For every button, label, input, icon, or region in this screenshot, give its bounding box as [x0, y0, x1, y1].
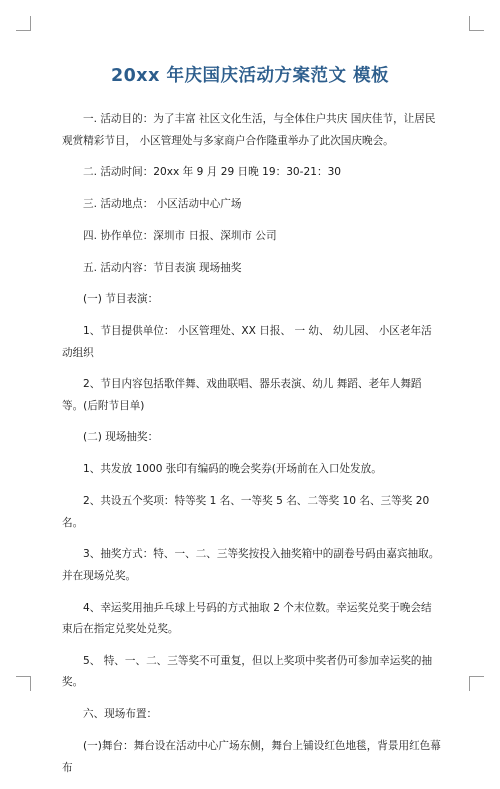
paragraph-partners: 四. 协作单位：深圳市 日报、深圳市 公司: [83, 229, 277, 242]
section-heading-setup: 六、现场布置：: [83, 708, 158, 721]
paragraph-content: 五. 活动内容：节目表演 现场抽奖: [83, 261, 242, 274]
paragraph-stage: (一)舞台：舞台设在活动中心广场东侧，舞台上铺设红色地毯，背景用红色幕布: [62, 739, 441, 774]
paragraph-draw-method: 3、抽奖方式：特、一、二、三等奖按投入抽奖箱中的副卷号码由嘉宾抽取。并在现场兑奖。: [62, 548, 440, 582]
document-body: [62, 109, 442, 789]
crop-mark-bottom-right: [469, 676, 484, 691]
paragraph-prizes: 2、共设五个奖项：特等奖 1 名、一等奖 5 名、二等奖 10 名、三等奖 20 名。: [62, 495, 430, 529]
section-heading-performance: (一) 节目表演：: [83, 293, 159, 306]
document-title: 20xx 年庆国庆活动方案范文 模板: [110, 66, 390, 86]
paragraph-purpose: 一. 活动目的：为了丰富 社区文化生活，与全体住户共庆 国庆佳节，让居民观赏精彩节目， 小区管理处与多家商户合作隆重举办了此次国庆晚会。: [62, 113, 436, 147]
paragraph-time: 二. 活动时间：20xx 年 9 月 29 日晚 19：30-21：30: [83, 166, 342, 179]
crop-mark-top-right: [469, 16, 484, 31]
section-heading-lottery: (二) 现场抽奖：: [83, 431, 159, 444]
crop-mark-bottom-left: [16, 676, 31, 691]
paragraph-location: 三. 活动地点： 小区活动中心广场: [83, 197, 242, 210]
paragraph-no-repeat: 5、 特、一、二、三等奖不可重复，但以上奖项中奖者仍可参加幸运奖的抽奖。: [62, 654, 433, 689]
paragraph-tickets: 1、共发放 1000 张印有编码的晚会奖券(开场前在入口处发放。: [83, 463, 382, 476]
paragraph-performers: 1、节目提供单位： 小区管理处、XX 日报、 一 幼、 幼儿园、 小区老年活动组织: [62, 325, 432, 359]
paragraph-lucky-prize: 4、幸运奖用抽乒乓球上号码的方式抽取 2 个末位数。幸运奖兑奖于晚会结束后在指定兑奖处兑奖。: [62, 601, 432, 636]
crop-mark-top-left: [16, 16, 31, 31]
paragraph-program: 2、节目内容包括歌伴舞、戏曲联唱、器乐表演、幼儿 舞蹈、老年人舞蹈等。(后附节目单): [62, 378, 422, 412]
